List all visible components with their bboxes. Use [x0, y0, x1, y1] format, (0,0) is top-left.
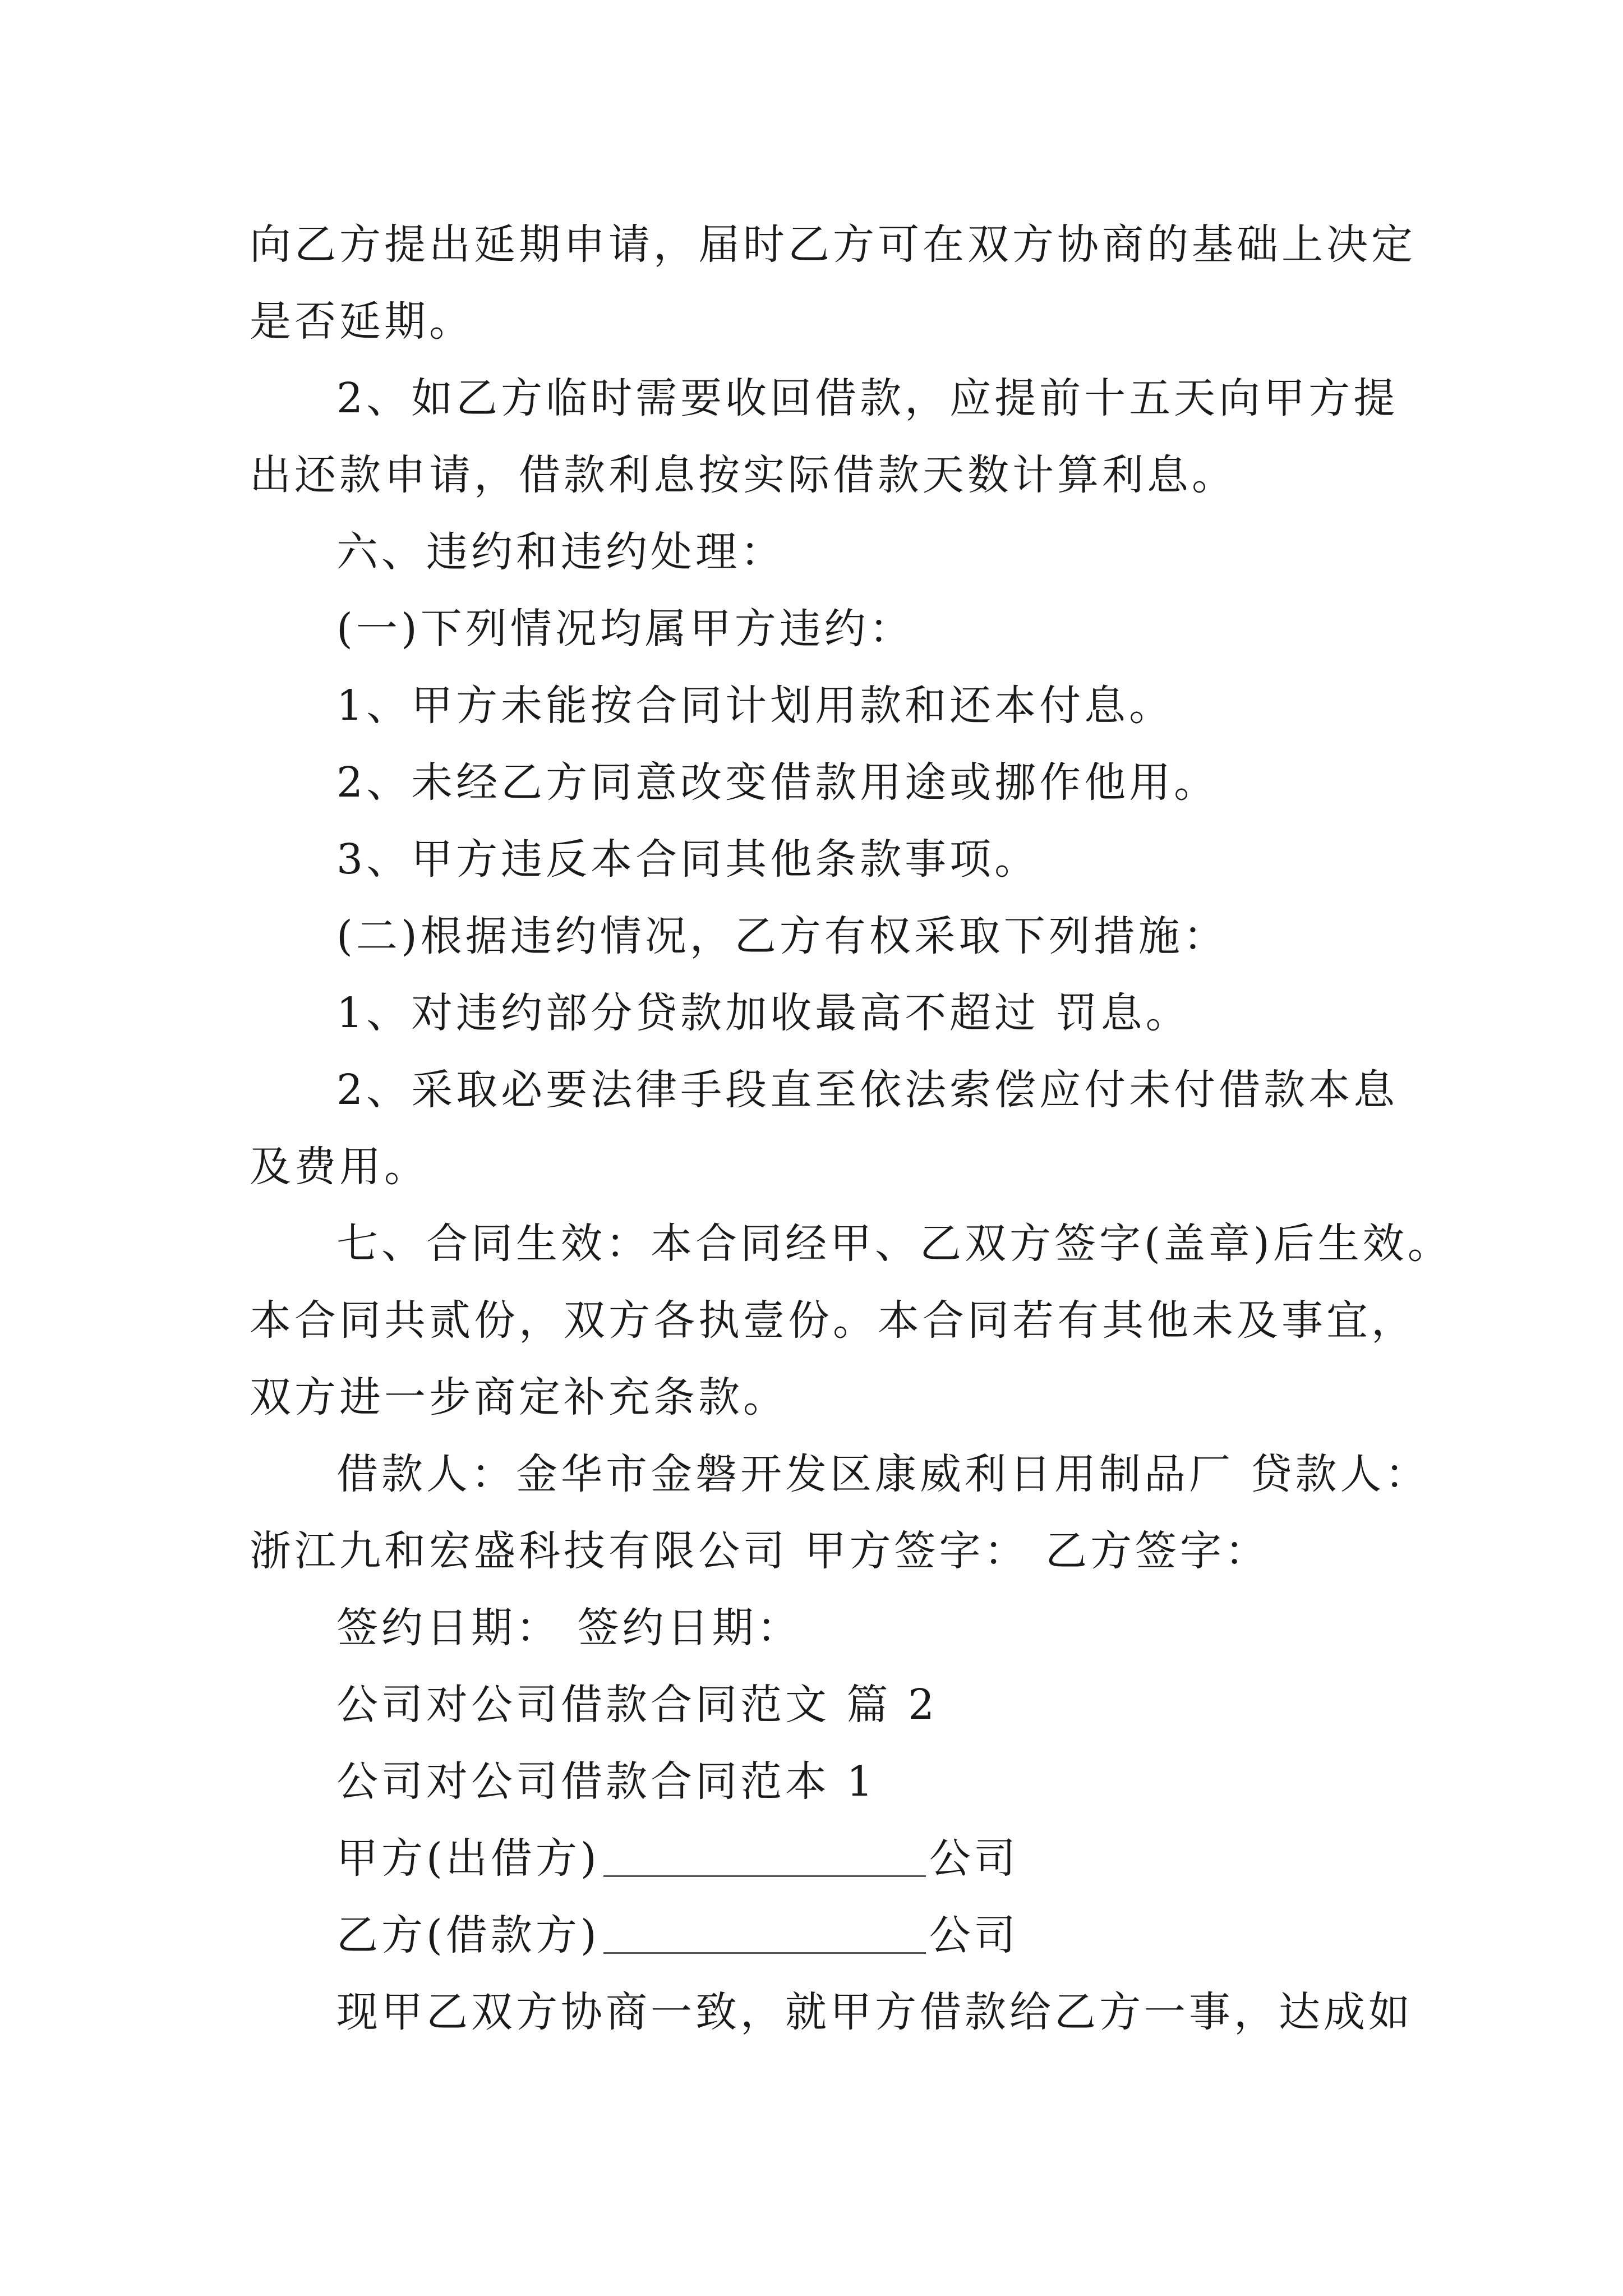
paragraph-line: 是否延期。 [250, 297, 474, 346]
party-a-label: 甲方(出借方) [336, 1834, 600, 1883]
party-b-suffix: 公司 [929, 1911, 1019, 1959]
party-b-label: 乙方(借款方) [336, 1911, 600, 1959]
paragraph-line: 现甲乙双方协商一致，就甲方借款给乙方一事，达成如 [336, 1988, 1413, 2036]
list-item: 3、甲方违反本合同其他条款事项。 [336, 835, 1040, 884]
paragraph-line: 出还款申请，借款利息按实际借款天数计算利息。 [250, 451, 1237, 499]
section-heading: 七、合同生效：本合同经甲、乙双方签字(盖章)后生效。 [336, 1220, 1453, 1268]
paragraph-line: 2、如乙方临时需要收回借款，应提前十五天向甲方提 [336, 374, 1399, 422]
list-item: 2、采取必要法律手段直至依法索偿应付未付借款本息 [336, 1066, 1399, 1114]
subsection-heading: (一)下列情况均属甲方违约： [336, 605, 914, 653]
document-title: 公司对公司借款合同范文 篇 2 [336, 1681, 938, 1729]
list-item: 1、甲方未能按合同计划用款和还本付息。 [336, 682, 1174, 730]
party-a-suffix: 公司 [929, 1834, 1019, 1883]
paragraph-line: 本合同共贰份，双方各执壹份。本合同若有其他未及事宜， [250, 1296, 1416, 1345]
party-a-line [250, 1820, 1388, 1897]
signing-date-line: 签约日期： 签约日期： [336, 1604, 802, 1652]
list-item: 1、对违约部分贷款加收最高不超过 罚息。 [336, 989, 1191, 1037]
signature-line: 浙江九和宏盛科技有限公司 甲方签字： 乙方签字： [250, 1527, 1270, 1575]
list-item: 2、未经乙方同意改变借款用途或挪作他用。 [336, 758, 1219, 807]
paragraph-line: 向乙方提出延期申请，届时乙方可在双方协商的基础上决定 [250, 220, 1416, 269]
signature-line: 借款人：金华市金磐开发区康威利日用制品厂 贷款人： [336, 1450, 1430, 1498]
paragraph-line: 双方进一步商定补充条款。 [250, 1373, 788, 1421]
subsection-heading: (二)根据违约情况，乙方有权采取下列措施： [336, 912, 1228, 960]
party-b-line [250, 1897, 1388, 1974]
section-heading: 六、违约和违约处理： [336, 528, 785, 576]
paragraph-line: 及费用。 [250, 1143, 429, 1191]
document-subtitle: 公司对公司借款合同范本 1 [336, 1757, 877, 1806]
party-a-blank [603, 1834, 926, 1877]
party-b-blank [603, 1911, 926, 1954]
document-body [250, 206, 1453, 2051]
